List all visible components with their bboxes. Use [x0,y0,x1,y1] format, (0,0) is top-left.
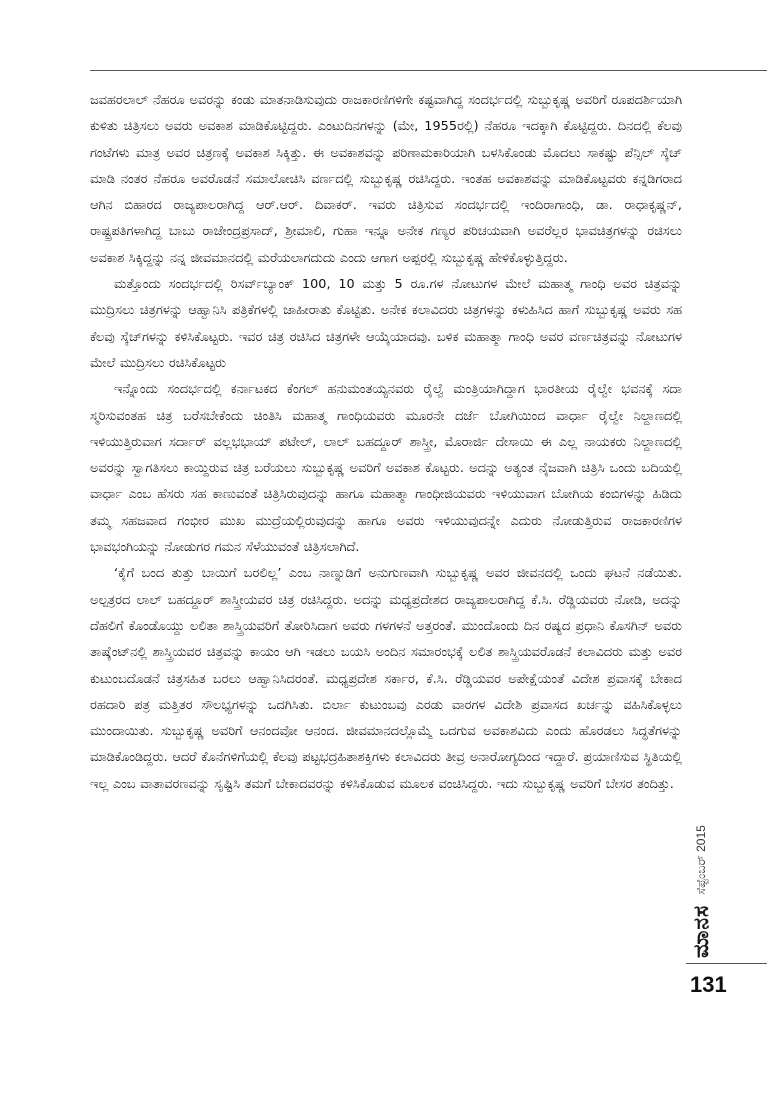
paragraph-railway-painting: ಇನ್ನೊಂದು ಸಂದರ್ಭದಲ್ಲಿ ಕರ್ನಾಟಕದ ಕೆಂಗಲ್ ಹನುಮಂತಯ್ಯನವರು ರೈಲ್ವೆ ಮಂತ್ರಿಯಾಗಿದ್ದಾಗ ಭಾರತೀಯ ರೈಲ್ವೇ ಭವನಕ್ಕೆ ಸದಾ ಸ್ಮರಿಸುವಂತಹ ಚಿತ್ರ ಬರೆಸಬೇಕೆಂದು ಚಿಂತಿಸಿ ಮಹಾತ್ಮ ಗಾಂಧಿಯವರು ಮೂರನೇ ದರ್ಜೆ ಬೋಗಿಯಿಂದ ವಾರ್ಧಾ ರೈಲ್ವೇ ನಿಲ್ದಾಣದಲ್ಲಿ ಇಳಿಯುತ್ತಿರುವಾಗ ಸರ್ದಾರ್ ವಲ್ಲಭಭಾಯ್ ಪಟೇಲ್, ಲಾಲ್ ಬಹದ್ದೂರ್ ಶಾಸ್ತ್ರೀ, ಮೊರಾರ್ಜಿ ದೇಸಾಯಿ ಈ ಎಲ್ಲ ನಾಯಕರು ನಿಲ್ದಾಣದಲ್ಲಿ ಅವರನ್ನು ಸ್ವಾಗತಿಸಲು ಕಾಯ್ದಿರುವ ಚಿತ್ರ ಬರೆಯಲು ಸುಬ್ಬುಕೃಷ್ಣ ಅವರಿಗೆ ಅವಕಾಶ ಕೊಟ್ಟರು. ಅದನ್ನು ಅತ್ಯಂತ ನೈಜವಾಗಿ ಚಿತ್ರಿಸಿ ಒಂದು ಬದಿಯಲ್ಲಿ ವಾರ್ಧಾ ಎಂಬ ಹೆಸರು ಸಹ ಕಾಣುವಂತೆ ಚಿತ್ರಿಸಿರುವುದನ್ನು ಹಾಗೂ ಮಹಾತ್ಮಾ ಗಾಂಧೀಜಿಯವರು ಇಳಿಯುವಾಗ ಬೋಗಿಯ ಕಂಬಿಗಳನ್ನು ಹಿಡಿದು ತಮ್ಮ ಸಹಜವಾದ ಗಂಭೀರ ಮುಖ ಮುದ್ರೆಯಲ್ಲಿರುವುದನ್ನು ಹಾಗೂ ಅವರು ಇಳಿಯುವುದನ್ನೇ ಎದುರು ನೋಡುತ್ತಿರುವ ರಾಜಕಾರಣಿಗಳ ಭಾವಭಂಗಿಯನ್ನು ನೋಡುಗರ ಗಮನ ಸೆಳೆಯುವಂತೆ ಚಿತ್ರಿಸಲಾಗಿದೆ. [90,382,682,556]
paragraph-tashkent-event: ‘ಕೈಗೆ ಬಂದ ತುತ್ತು ಬಾಯಿಗೆ ಬರಲಿಲ್ಲ’ ಎಂಬ ನಾಣ್ನುಡಿಗೆ ಅನುಗುಣವಾಗಿ ಸುಬ್ಬುಕೃಷ್ಣ ಅವರ ಜೀವನದಲ್ಲಿ ಒಂದು ಘಟನೆ ನಡೆಯಿತು. ಅಲ್ಪತ್ರರದ ಲಾಲ್ ಬಹದ್ದೂರ್ ಶಾಸ್ತ್ರೀಯವರ ಚಿತ್ರ ರಚಿಸಿದ್ದರು. ಅದನ್ನು ಮಧ್ಯಪ್ರದೇಶದ ರಾಜ್ಯಪಾಲರಾಗಿದ್ದ ಕೆ.ಸಿ. ರೆಡ್ಡಿಯವರು ನೋಡಿ, ಅದನ್ನು ದೆಹಲಿಗೆ ಕೊಂಡೊಯ್ದು ಲಲಿತಾ ಶಾಸ್ತ್ರಿಯವರಿಗೆ ತೋರಿಸಿದಾಗ ಅವರು ಗಳಗಳನೆ ಅತ್ತರಂತೆ. ಮುಂದೊಂದು ದಿನ ರಷ್ಯದ ಪ್ರಧಾನಿ ಕೊಸಗಿನ್ ಅವರು ತಾಷ್ಕೆಂಟ್‌ನಲ್ಲಿ ಶಾಸ್ತ್ರಿಯವರ ಚಿತ್ರವನ್ನು ಕಾಯಂ ಆಗಿ ಇಡಲು ಬಯಸಿ ಅಂದಿನ ಸಮಾರಂಭಕ್ಕೆ ಲಲಿತ ಶಾಸ್ತ್ರಿಯವರೊಡನೆ ಕಲಾವಿದರು ಮತ್ತು ಅವರ ಕುಟುಂಬದೊಡನೆ ಚಿತ್ರಸಹಿತ ಬರಲು ಆಹ್ವಾನಿಸಿದರಂತೆ. ಮಧ್ಯಪ್ರದೇಶ ಸರ್ಕಾರ, ಕೆ.ಸಿ. ರೆಡ್ಡಿಯವರ ಅಪೇಕ್ಷೆಯಂತೆ ವಿದೇಶ ಪ್ರವಾಸಕ್ಕೆ ಬೇಕಾದ ರಹದಾರಿ ಪತ್ರ ಮತ್ತಿತರ ಸೌಲಭ್ಯಗಳನ್ನು ಒದಗಿಸಿತು. ಬಿರ್ಲಾ ಕುಟುಂಬವು ಎರಡು ವಾರಗಳ ವಿದೇಶಿ ಪ್ರವಾಸದ ಖರ್ಚನ್ನು ವಹಿಸಿಕೊಳ್ಳಲು ಮುಂದಾಯಿತು. ಸುಬ್ಬುಕೃಷ್ಣ ಅವರಿಗೆ ಆನಂದವೋ ಆನಂದ. ಜೀವಮಾನದಲ್ಲೊಮ್ಮೆ ಒದಗುವ ಅವಕಾಶವಿದು ಎಂದು ಹೊರಡಲು ಸಿದ್ಧತೆಗಳನ್ನು ಮಾಡಿಕೊಂಡಿದ್ದರು. ಆದರೆ ಕೊನೆಗಳಿಗೆಯಲ್ಲಿ ಕೆಲವು ಪಟ್ಟಭದ್ರಹಿತಾಶಕ್ತಿಗಳು ಕಲಾವಿದರು ತೀವ್ರ ಅನಾರೋಗ್ಯದಿಂದ ಇದ್ದಾರೆ. ಪ್ರಯಾಣಿಸುವ ಸ್ಥಿತಿಯಲ್ಲಿ ಇಲ್ಲ ಎಂಬ ವಾತಾವರಣವನ್ನು ಸೃಷ್ಟಿಸಿ ತಮಗೆ ಬೇಕಾದವರನ್ನು ಕಳಿಸಿಕೊಡುವ ಮೂಲಕ ವಂಚಿಸಿದ್ದರು. ಇದು ಸುಬ್ಬುಕೃಷ್ಣ ಅವರಿಗೆ ಬೇಸರ ತಂದಿತ್ತು. [90,566,682,792]
page-number: 131 [690,972,727,997]
article-body [90,88,682,798]
header-rule [90,70,767,71]
magazine-side-strip [686,790,716,958]
magazine-name: ಮಾನಸ [688,904,713,958]
side-masthead [686,790,716,958]
paragraph-nehru-portrait: ಜವಹರಲಾಲ್ ನೆಹರೂ ಅವರನ್ನು ಕಂಡು ಮಾತನಾಡಿಸುವುದು ರಾಜಕಾರಣಿಗಳಿಗೇ ಕಷ್ಟವಾಗಿದ್ದ ಸಂದರ್ಭದಲ್ಲಿ ಸುಬ್ಬುಕೃಷ್ಣ ಅವರಿಗೆ ರೂಪದರ್ಶಿಯಾಗಿ ಕುಳಿತು ಚಿತ್ರಿಸಲು ಅವರು ಅವಕಾಶ ಮಾಡಿಕೊಟ್ಟಿದ್ದರು. ಎಂಟುದಿನಗಳನ್ನು (ಮೇ, 1955ರಲ್ಲಿ) ನೆಹರೂ ಇದಕ್ಕಾಗಿ ಕೊಟ್ಟಿದ್ದರು. ದಿನದಲ್ಲಿ ಕೆಲವು ಗಂಟೆಗಳು ಮಾತ್ರ ಅವರ ಚಿತ್ರಣಕ್ಕೆ ಅವಕಾಶ ಸಿಕ್ಕಿತ್ತು. ಈ ಅವಕಾಶವನ್ನು ಪರಿಣಾಮಕಾರಿಯಾಗಿ ಬಳಸಿಕೊಂಡು ಮೊದಲು ಸಾಕಷ್ಟು ಪೆನ್ಸಿಲ್ ಸ್ಕೆಚ್ ಮಾಡಿ ನಂತರ ನೆಹರೂ ಅವರೊಡನೆ ಸಮಾಲೋಚಿಸಿ ವರ್ಣದಲ್ಲಿ ಸುಬ್ಬುಕೃಷ್ಣ ರಚಿಸಿದ್ದರು. ಇಂತಹ ಅವಕಾಶವನ್ನು ಮಾಡಿಕೊಟ್ಟವರು ಕನ್ನಡಿಗರಾದ ಆಗಿನ ಬಿಹಾರದ ರಾಜ್ಯಪಾಲರಾಗಿದ್ದ ಆರ್.ಆರ್. ದಿವಾಕರ್. ಇವರು ಚಿತ್ರಿಸುವ ಸಂದರ್ಭದಲ್ಲಿ ಇಂದಿರಾಗಾಂಧಿ, ಡಾ. ರಾಧಾಕೃಷ್ಣನ್, ರಾಷ್ಟ್ರಪತಿಗಳಾಗಿದ್ದ ಬಾಬು ರಾಜೇಂದ್ರಪ್ರಸಾದ್, ಶ್ರೀಮಾಲಿ, ಗುಹಾ ಇನ್ನೂ ಅನೇಕ ಗಣ್ಯರ ಪರಿಚಯವಾಗಿ ಅವರೆಲ್ಲರ ಭಾವಚಿತ್ರಗಳನ್ನು ರಚಿಸಲು ಅವಕಾಶ ಸಿಕ್ಕಿದ್ದನ್ನು ನನ್ನ ಜೀವಮಾನದಲ್ಲಿ ಮರೆಯಲಾಗದುದು ಎಂದು ಆಗಾಗ ಅಪ್ಪರಲ್ಲಿ ಸುಬ್ಬುಕೃಷ್ಣ ಹೇಳಿಕೊಳ್ಳುತ್ತಿದ್ದರು. [90,93,682,266]
issue-date: ಸೆಪ್ಟೆಂಬರ್ 2015 [693,825,708,895]
footer-rule [686,963,767,964]
paragraph-currency-notes: ಮತ್ತೊಂದು ಸಂದರ್ಭದಲ್ಲಿ ರಿಸರ್ವ್‌ಬ್ಯಾಂಕ್ 100, 10 ಮತ್ತು 5 ರೂ.ಗಳ ನೋಟುಗಳ ಮೇಲೆ ಮಹಾತ್ಮ ಗಾಂಧಿ ಅವರ ಚಿತ್ರವನ್ನು ಮುದ್ರಿಸಲು ಚಿತ್ರಗಳನ್ನು ಆಹ್ವಾನಿಸಿ ಪತ್ರಿಕೆಗಳಲ್ಲಿ ಜಾಹೀರಾತು ಕೊಟ್ಟಿತು. ಅನೇಕ ಕಲಾವಿದರು ಚಿತ್ರಗಳನ್ನು ಕಳುಹಿಸಿದ ಹಾಗೆ ಸುಬ್ಬುಕೃಷ್ಣ ಅವರು ಸಹ ಕೆಲವು ಸ್ಕೆಚ್‌ಗಳನ್ನು ಕಳಿಸಿಕೊಟ್ಟರು. ಇವರ ಚಿತ್ರ ರಚಿಸಿದ ಚಿತ್ರಗಳೇ ಆಯ್ಕೆಯಾದವು. ಬಳಿಕ ಮಹಾತ್ಮಾ ಗಾಂಧಿ ಅವರ ವರ್ಣಚಿತ್ರವನ್ನು ನೋಟುಗಳ ಮೇಲೆ ಮುದ್ರಿಸಲು ರಚಿಸಿಕೊಟ್ಟರು [90,277,682,371]
